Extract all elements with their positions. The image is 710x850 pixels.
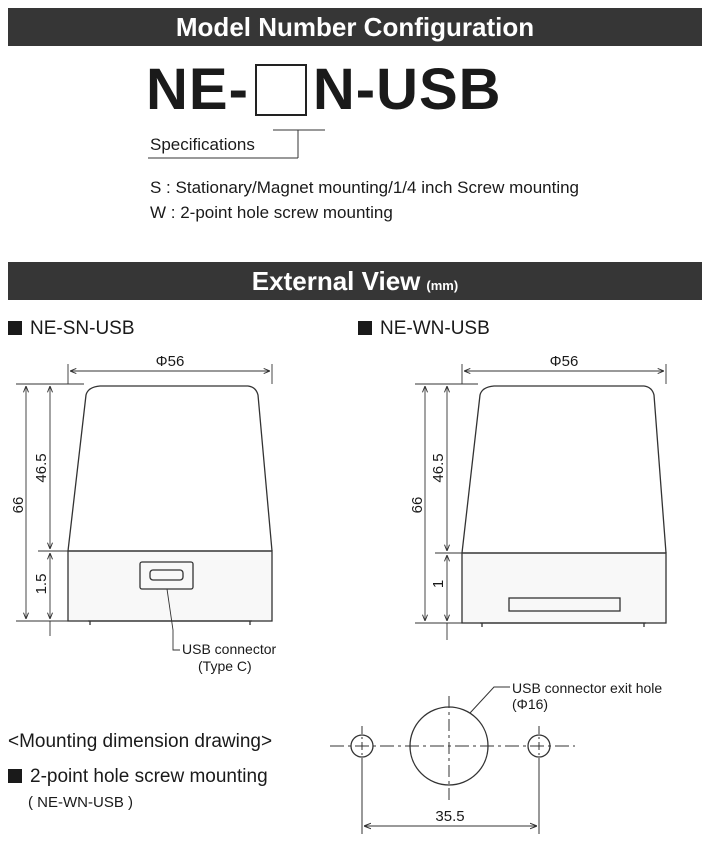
header-external-view-title: External View — [251, 265, 421, 296]
mounting-subtitle: 2-point hole screw mounting — [8, 766, 268, 788]
model-prefix: NE- — [146, 57, 249, 122]
mounting-model: ( NE-WN-USB ) — [28, 794, 133, 811]
model-suffix: N-USB — [312, 57, 502, 122]
right-height-top: 46.5 — [430, 453, 447, 483]
view-left-title: NE-SN-USB — [8, 318, 135, 340]
left-height-top: 46.5 — [33, 453, 50, 483]
connector-label-2: (Type C) — [198, 658, 252, 674]
spec-option-s: S : Stationary/Magnet mounting/1/4 inch Screw mounting — [150, 178, 580, 197]
right-device-drawing — [462, 386, 666, 627]
header-model-number-title: Model Number Configuration — [175, 11, 535, 42]
hole-label-2: (Φ16) — [512, 696, 549, 712]
mounting-title: <Mounting dimension drawing> — [8, 731, 273, 752]
spec-bracket — [148, 130, 325, 158]
pitch-label: 35.5 — [435, 808, 465, 825]
view-right-title: NE-WN-USB — [358, 318, 490, 340]
left-height-total: 66 — [10, 496, 27, 514]
hole-label-1: USB connector exit hole — [512, 680, 663, 696]
spec-option-w: W : 2-point hole screw mounting — [150, 203, 393, 222]
header-unit: (mm) — [426, 277, 459, 293]
connector-label-1: USB connector — [182, 641, 277, 657]
right-height-bottom: 1 — [430, 579, 447, 589]
right-diameter-label: Φ56 — [549, 353, 579, 370]
left-height-bottom: 1.5 — [33, 573, 50, 595]
left-device-drawing — [68, 386, 272, 625]
spec-label: Specifications — [150, 135, 255, 154]
right-height-total: 66 — [409, 496, 426, 514]
left-diameter-label: Φ56 — [155, 353, 185, 370]
